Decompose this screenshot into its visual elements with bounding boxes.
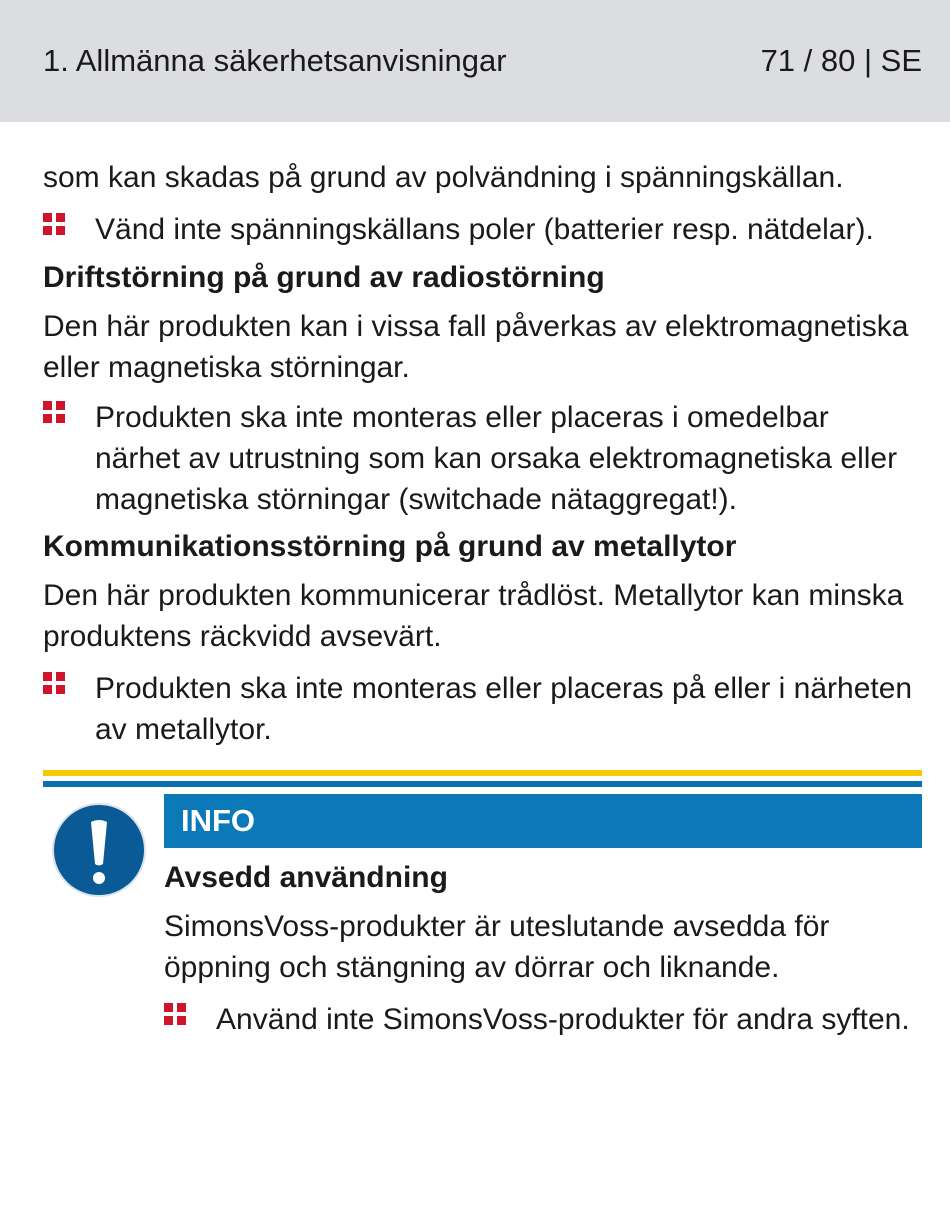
paragraph: Den här produkten kommunicerar trådlöst. Metallytor kan minska produktens räckvidd avsevärt. (43, 579, 904, 653)
red-square-bullet-icon (43, 668, 95, 694)
list-item (43, 209, 922, 250)
section-heading: Driftstörning på grund av radiostörning (43, 261, 605, 294)
intro-text: som kan skadas på grund av polvändning i spänningskällan. (43, 161, 844, 194)
info-label: INFO (164, 794, 922, 848)
blue-rule (43, 781, 922, 787)
red-square-bullet-icon (164, 999, 216, 1025)
list-item (43, 668, 922, 750)
info-body (164, 794, 922, 1040)
red-square-bullet-icon (43, 397, 95, 423)
bullet-text: Vänd inte spänningskällans poler (batterier resp. nätdelar). (95, 213, 874, 246)
bullet-text: Produkten ska inte monteras eller placeras på eller i närheten av metallytor. (95, 672, 913, 746)
red-square-bullet-icon (43, 209, 95, 235)
page-content (0, 157, 950, 1040)
list-item (164, 999, 922, 1040)
paragraph: Den här produkten kan i vissa fall påverkas av elektromagnetiska eller magnetiska störningar. (43, 310, 909, 384)
info-box (43, 794, 922, 1040)
bullet-text: Produkten ska inte monteras eller placeras i omedelbar närhet av utrustning som kan orsaka elektromagnetiska eller magnetiska störningar (switchade nätaggregat!). (95, 401, 898, 516)
exclamation-circle-icon (43, 794, 164, 1040)
info-paragraph: SimonsVoss-produkter är uteslutande avsedda för öppning och stängning av dörrar och liknande. (164, 910, 830, 984)
bullet-text: Använd inte SimonsVoss-produkter för andra syften. (216, 1003, 910, 1036)
page-header (0, 0, 950, 122)
section-heading: Kommunikationsstörning på grund av metallytor (43, 530, 737, 563)
info-heading: Avsedd användning (164, 861, 448, 894)
info-divider (43, 770, 922, 787)
list-item (43, 397, 922, 520)
section-title: 1. Allmänna säkerhetsanvisningar (43, 43, 507, 78)
page-number: 71 / 80 | SE (760, 43, 922, 78)
